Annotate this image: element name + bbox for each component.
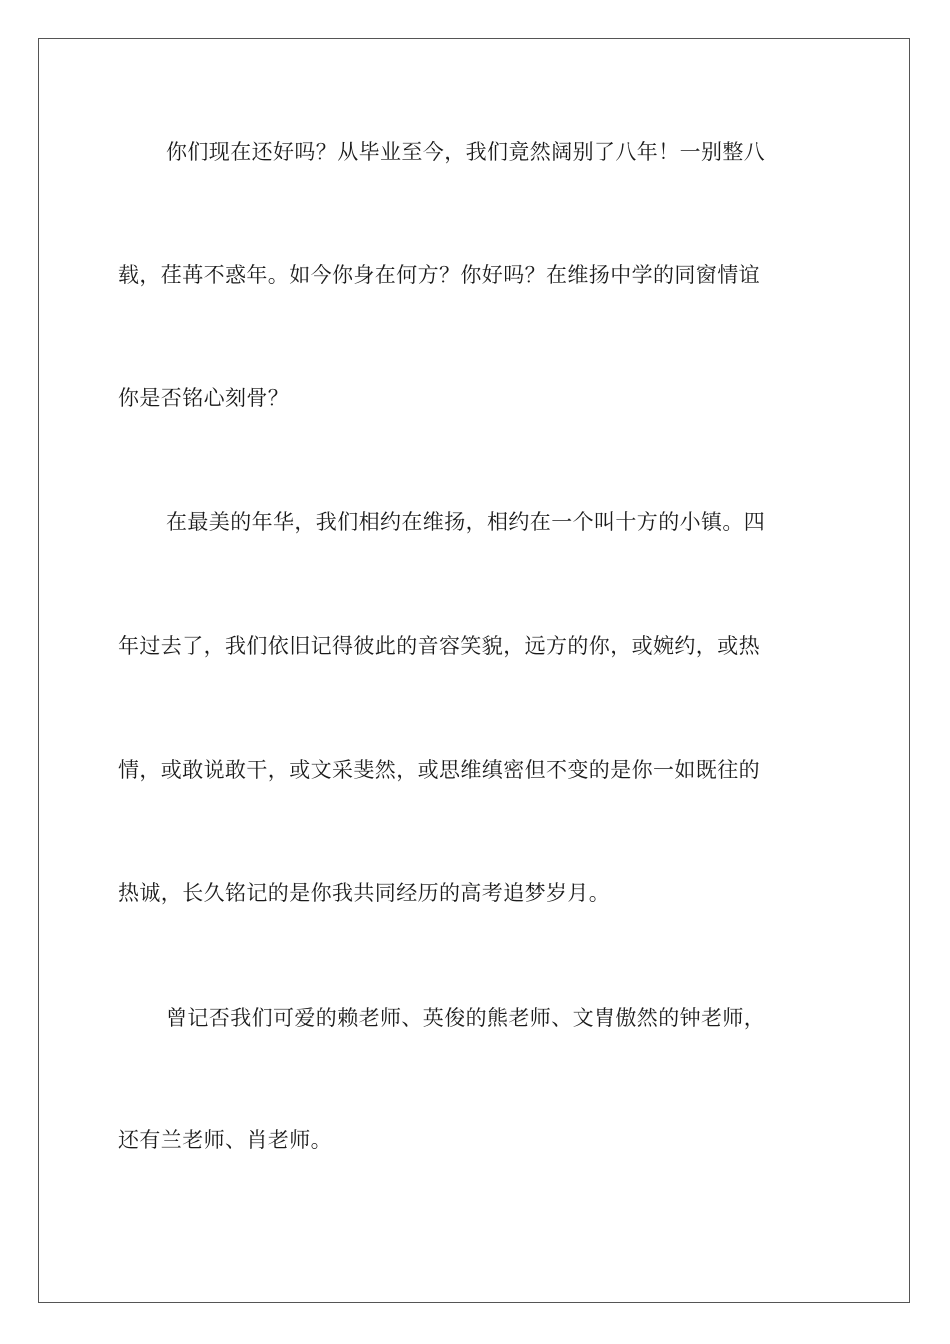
paragraph-2-line-2: 年过去了，我们依旧记得彼此的音容笑貌，远方的你，或婉约，或热	[118, 634, 760, 658]
paragraph-1-line-2: 载，荏苒不惑年。如今你身在何方？你好吗？在维扬中学的同窗情谊	[118, 263, 760, 287]
paragraph-1-line-3: 你是否铭心刻骨？	[118, 386, 290, 410]
paragraph-3-line-2: 还有兰老师、肖老师。	[118, 1128, 332, 1152]
paragraph-1-line-1: 你们现在还好吗？从毕业至今，我们竟然阔别了八年！一别整八	[166, 140, 766, 164]
page-border	[38, 38, 910, 1303]
paragraph-2-line-1: 在最美的年华，我们相约在维扬，相约在一个叫十方的小镇。四	[166, 510, 766, 534]
paragraph-3-line-1: 曾记否我们可爱的赖老师、英俊的熊老师、文胄傲然的钟老师，	[166, 1006, 766, 1030]
paragraph-2-line-3: 情，或敢说敢干，或文采斐然，或思维缜密但不变的是你一如既往的	[118, 758, 760, 782]
paragraph-2-line-4: 热诚，长久铭记的是你我共同经历的高考追梦岁月。	[118, 881, 611, 905]
